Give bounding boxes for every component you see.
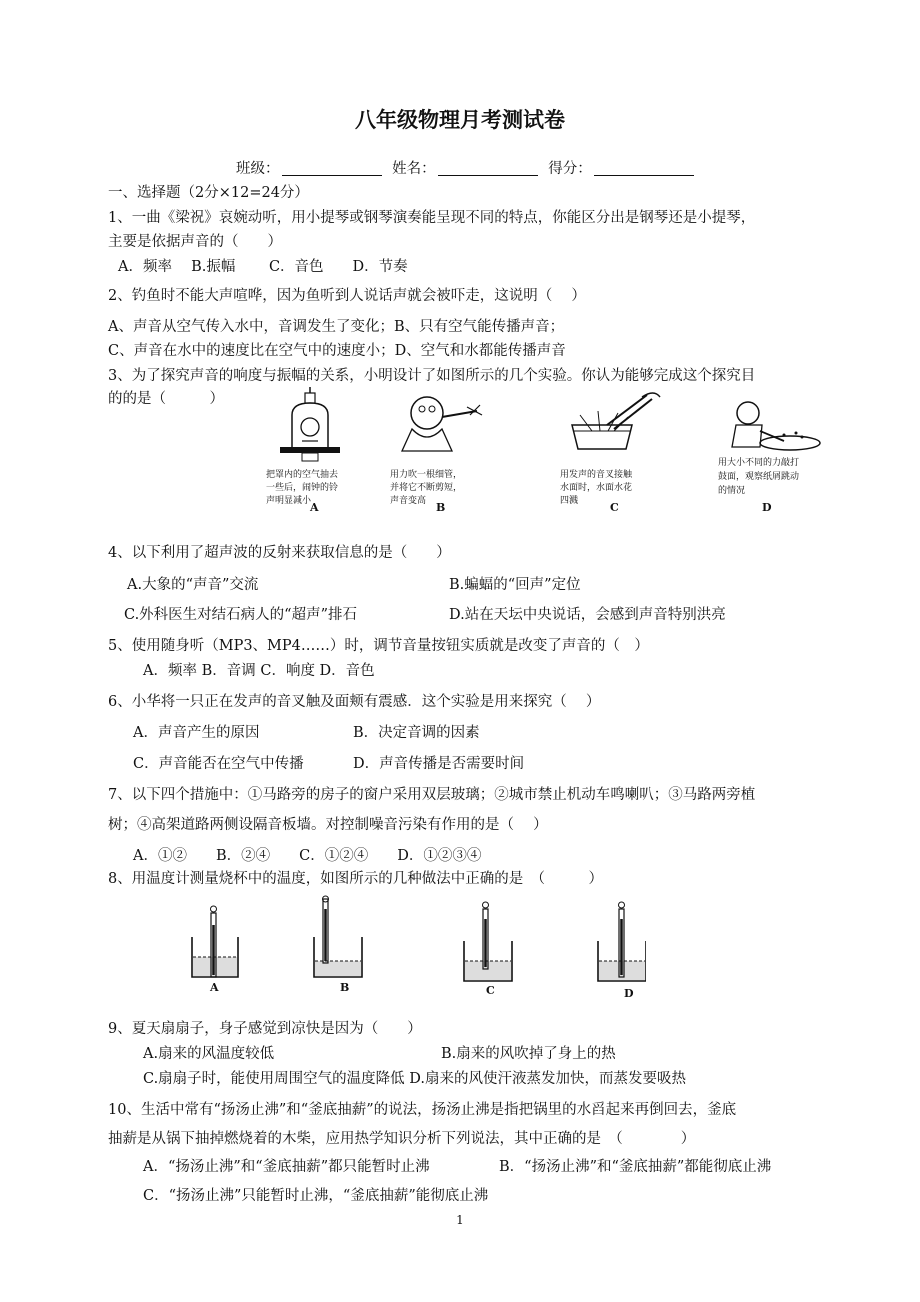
fig-c-caption-2: 水面时，水面水花 — [560, 483, 633, 493]
q8-thermometer-figure — [186, 895, 646, 1000]
fig-d-label: D — [762, 501, 772, 513]
beaker-d-illustration — [598, 902, 646, 981]
fig-d-caption-1: 用大小不同的力敲打 — [718, 458, 800, 468]
fig-b-label: B — [436, 501, 446, 513]
q10-option-a: A．“扬汤止沸”和“釜底抽薪”都只能暂时止沸 — [143, 1159, 430, 1175]
score-label: 得分： — [548, 161, 592, 177]
beaker-c-illustration — [464, 902, 512, 981]
section-heading: 一、选择题（2分×12=24分） — [108, 185, 309, 201]
fig-c-caption-3: 四溅 — [560, 496, 579, 506]
q4-option-b: B.蝙蝠的“回声”定位 — [449, 577, 581, 593]
name-blank[interactable] — [438, 161, 538, 176]
fig-b-caption-3: 声音变高 — [390, 496, 427, 506]
q2-stem: 2、钓鱼时不能大声喧哗，因为鱼听到人说话声就会被吓走，这说明（ ） — [108, 288, 586, 304]
q3-stem-line2: 的的是（ ） — [108, 391, 224, 407]
q7-stem-line1: 7、以下四个措施中：①马路旁的房子的窗户采用双层玻璃；②城市禁止机动车鸣喇叭；③马路两旁植 — [108, 787, 756, 803]
q3-experiment-figure — [262, 385, 824, 513]
q9-option-b: B.扇来的风吹掉了身上的热 — [441, 1046, 616, 1062]
q4-option-c: C.外科医生对结石病人的“超声”排石 — [124, 607, 358, 623]
q1-stem-line1: 1、一曲《梁祝》哀婉动听，用小提琴或钢琴演奏能呈现不同的特点，你能区分出是钢琴还是小提琴， — [108, 210, 756, 226]
fig-a-caption-2: 一些后，闹钟的铃 — [266, 483, 339, 493]
class-label: 班级： — [236, 161, 280, 177]
student-info-line — [236, 157, 700, 178]
q10-option-c: C．“扬汤止沸”只能暂时止沸，“釜底抽薪”能彻底止沸 — [143, 1188, 489, 1204]
q9-options-cd: C.扇扇子时，能使用周围空气的温度降低 D.扇来的风使汗液蒸发加快，而蒸发要吸热 — [143, 1071, 687, 1087]
beaker-a-illustration — [192, 906, 238, 977]
q2-options-ab: A、声音从空气传入水中，音调发生了变化；B、只有空气能传播声音； — [108, 319, 565, 335]
q6-stem: 6、小华将一只正在发声的音叉触及面颊有震感．这个实验是用来探究（ ） — [108, 694, 601, 710]
q10-stem-line2: 抽薪是从锅下抽掉燃烧着的木柴，应用热学知识分析下列说法，其中正确的是 （ ） — [108, 1131, 696, 1147]
q7-stem-line2: 树；④高架道路两侧设隔音板墙。对控制噪音污染有作用的是（ ） — [108, 817, 548, 833]
q6-option-a: A．声音产生的原因 — [133, 725, 260, 741]
q5-stem: 5、使用随身听（MP3、MP4……）时，调节音量按钮实质就是改变了声音的（ ） — [108, 638, 649, 654]
score-blank[interactable] — [594, 161, 694, 176]
q1-options: A．频率 B.振幅 C．音色 D．节奏 — [118, 259, 408, 275]
q1-stem-line2: 主要是依据声音的（ ） — [108, 234, 282, 250]
q4-option-a: A.大象的“声音”交流 — [127, 577, 259, 593]
q8-label-d: D — [624, 987, 634, 1000]
fig-a-caption-3: 声明显减小 — [266, 496, 312, 506]
q5-options: A．频率 B．音调 C．响度 D．音色 — [143, 663, 375, 679]
fig-d-caption-3: 的情况 — [718, 486, 746, 496]
q10-stem-line1: 10、生活中常有“扬汤止沸”和“釜底抽薪”的说法，扬汤止沸是指把锅里的水舀起来再倒回去，釜底 — [108, 1102, 737, 1118]
q10-option-b: B．“扬汤止沸”和“釜底抽薪”都能彻底止沸 — [499, 1159, 772, 1175]
q8-label-a: A — [210, 981, 219, 994]
page-number: 1 — [456, 1213, 464, 1227]
q8-stem: 8、用温度计测量烧杯中的温度，如图所示的几种做法中正确的是 （ ） — [108, 871, 603, 887]
fig-a-caption-1: 把罩内的空气抽去 — [266, 470, 339, 480]
fig-a-label: A — [310, 501, 319, 513]
name-label: 姓名： — [392, 161, 436, 177]
q6-option-c: C．声音能否在空气中传播 — [133, 756, 304, 772]
q2-options-cd: C、声音在水中的速度比在空气中的速度小；D、空气和水都能传播声音 — [108, 343, 566, 359]
q9-option-a: A.扇来的风温度较低 — [143, 1046, 275, 1062]
fig-b-caption-2: 并将它不断剪短， — [390, 483, 463, 493]
q7-options: A．①② B．②④ C．①②④ D．①②③④ — [133, 848, 482, 864]
fig-d-caption-2: 鼓面，观察纸屑跳动 — [718, 472, 800, 482]
beaker-b-illustration — [314, 896, 362, 977]
q9-stem: 9、夏天扇扇子，身子感觉到凉快是因为（ ） — [108, 1021, 422, 1037]
fig-b-caption-1: 用力吹一根细管， — [390, 470, 463, 480]
fig-c-label: C — [610, 501, 619, 513]
q4-option-d: D.站在天坛中央说话，会感到声音特别洪亮 — [449, 607, 726, 623]
fig-c-caption-1: 用发声的音叉接触 — [560, 470, 633, 480]
exam-title: 八年级物理月考测试卷 — [355, 108, 565, 132]
q3-stem-line1: 3、为了探究声音的响度与振幅的关系，小明设计了如图所示的几个实验。你认为能够完成这个探究目 — [108, 368, 756, 384]
class-blank[interactable] — [282, 161, 382, 176]
q6-option-b: B．决定音调的因素 — [353, 725, 480, 741]
q8-label-b: B — [340, 981, 350, 994]
q8-label-c: C — [486, 984, 495, 997]
q6-option-d: D．声音传播是否需要时间 — [353, 756, 525, 772]
q4-stem: 4、以下利用了超声波的反射来获取信息的是（ ） — [108, 545, 451, 561]
